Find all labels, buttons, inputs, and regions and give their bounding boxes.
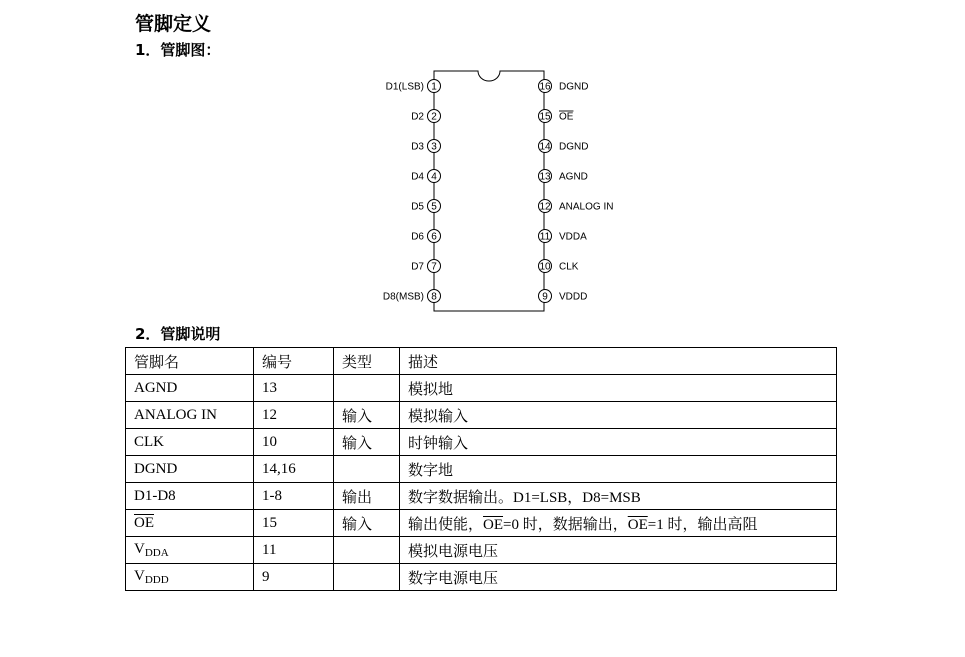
pin-number-cell: 1-8 <box>254 483 334 510</box>
pin-desc-cell: 时钟输入 <box>400 429 837 456</box>
pin-10 <box>539 260 579 273</box>
table-row <box>126 537 837 564</box>
pin-number-cell: 14,16 <box>254 456 334 483</box>
pin-type-cell: 输入 <box>334 402 400 429</box>
pin-type-cell <box>334 537 400 564</box>
pin-type-cell <box>334 456 400 483</box>
pin-8 <box>383 290 441 303</box>
pin-name-cell <box>126 537 254 564</box>
pin-3 <box>411 140 440 153</box>
pin-number: 4 <box>431 171 437 183</box>
pin-label: D1(LSB) <box>385 81 424 93</box>
ic-package-outline <box>434 71 544 311</box>
table-header-row <box>126 348 837 375</box>
pin-label: D7 <box>411 261 424 273</box>
pin-description-table <box>125 347 837 591</box>
pin-label: D4 <box>411 171 424 183</box>
pin-label: D2 <box>411 111 424 123</box>
pin-label: D3 <box>411 141 424 153</box>
pin-desc-cell: 模拟电源电压 <box>400 537 837 564</box>
table-row <box>126 402 837 429</box>
pin-number: 15 <box>539 111 551 123</box>
pin-desc-cell: 模拟输入 <box>400 402 837 429</box>
pin-type-cell <box>334 564 400 591</box>
pin-number-cell: 10 <box>254 429 334 456</box>
pin-label: VDDA <box>559 231 587 243</box>
pin-label: VDDD <box>559 291 588 303</box>
pin-number-cell: 15 <box>254 510 334 537</box>
pin-name-cell: AGND <box>126 375 254 402</box>
table-row <box>126 510 837 537</box>
pin-type-cell: 输入 <box>334 510 400 537</box>
pin-desc-cell: 数字数据输出。D1=LSB，D8=MSB <box>400 483 837 510</box>
desc-part: =0 时，数据输出， <box>503 516 628 533</box>
pin-number-cell: 9 <box>254 564 334 591</box>
pin-name-cell: ANALOG IN <box>126 402 254 429</box>
pin-6 <box>411 230 440 243</box>
pin-5 <box>411 200 440 213</box>
pin-label: D5 <box>411 201 424 213</box>
pin-number: 13 <box>539 171 551 183</box>
pin-number: 3 <box>431 141 437 153</box>
pin-11 <box>539 230 588 243</box>
pin-name-cell: CLK <box>126 429 254 456</box>
pin-14 <box>539 140 589 153</box>
desc-part: =1 时，输出高阻 <box>647 516 758 533</box>
pin-label: DGND <box>559 141 589 153</box>
pin-16 <box>539 80 589 93</box>
vdda-sub: DDA <box>144 547 169 559</box>
vddd-main: V <box>134 568 145 584</box>
desc-oe: $\overline{OE}$ <box>627 516 648 533</box>
vdda-main: V <box>134 541 145 557</box>
header-number: 编号 <box>254 348 334 375</box>
pin-name-cell: DGND <box>126 456 254 483</box>
pin-label: AGND <box>559 171 588 183</box>
pin-number: 2 <box>431 111 437 123</box>
pin-number: 16 <box>539 81 551 93</box>
pin-label: OE <box>559 111 574 123</box>
table-row <box>126 564 837 591</box>
desc-oe: $\overline{OE}$ <box>483 516 504 533</box>
pin-number: 6 <box>431 231 437 243</box>
pin-number: 12 <box>539 201 551 213</box>
table-row <box>126 429 837 456</box>
pin-number: 14 <box>539 141 551 153</box>
pin-4 <box>411 170 440 183</box>
pin-13 <box>539 170 588 183</box>
pin-2 <box>411 110 440 123</box>
pin-desc-cell: 模拟地 <box>400 375 837 402</box>
pin-type-cell: 输入 <box>334 429 400 456</box>
desc-part: 输出使能， <box>408 516 484 533</box>
pin-number: 9 <box>542 291 548 303</box>
header-type: 类型 <box>334 348 400 375</box>
table-row <box>126 483 837 510</box>
oe-name: $\overline{OE}$ <box>134 514 154 531</box>
pin-label: D6 <box>411 231 424 243</box>
header-description: 描述 <box>400 348 837 375</box>
pin-12 <box>539 200 614 213</box>
pin-desc-cell <box>400 510 837 537</box>
pin-number: 10 <box>539 261 551 273</box>
pin-15 <box>539 110 574 123</box>
pin-label: CLK <box>559 261 579 273</box>
pin-7 <box>411 260 440 273</box>
vddd-sub: DDD <box>144 574 169 586</box>
pin-number: 11 <box>539 231 551 243</box>
pin-number: 5 <box>431 201 437 213</box>
pin-number-cell: 13 <box>254 375 334 402</box>
pin-label: ANALOG IN <box>559 201 614 213</box>
pin-name-cell: D1-D8 <box>126 483 254 510</box>
header-pin-name: 管脚名 <box>126 348 254 375</box>
pin-number-cell: 12 <box>254 402 334 429</box>
pin-number: 7 <box>431 261 437 273</box>
pin-number-cell: 11 <box>254 537 334 564</box>
pin-9 <box>539 290 588 303</box>
pin-label: D8(MSB) <box>382 291 424 303</box>
pin-number: 8 <box>431 291 437 303</box>
pin-diagram-heading: 1．管脚图： <box>135 41 221 59</box>
pin-name-cell <box>126 564 254 591</box>
pin-type-cell: 输出 <box>334 483 400 510</box>
pin-name-cell <box>126 510 254 537</box>
table-row <box>126 456 837 483</box>
pin-desc-cell: 数字电源电压 <box>400 564 837 591</box>
table-row <box>126 375 837 402</box>
pin-type-cell <box>334 375 400 402</box>
pin-description-heading: 2．管脚说明 <box>135 325 221 343</box>
pin-desc-cell: 数字地 <box>400 456 837 483</box>
pin-label: DGND <box>559 81 589 93</box>
pin-1 <box>386 80 441 93</box>
pin-number: 1 <box>431 81 437 93</box>
section-title: 管脚定义 <box>135 13 212 35</box>
